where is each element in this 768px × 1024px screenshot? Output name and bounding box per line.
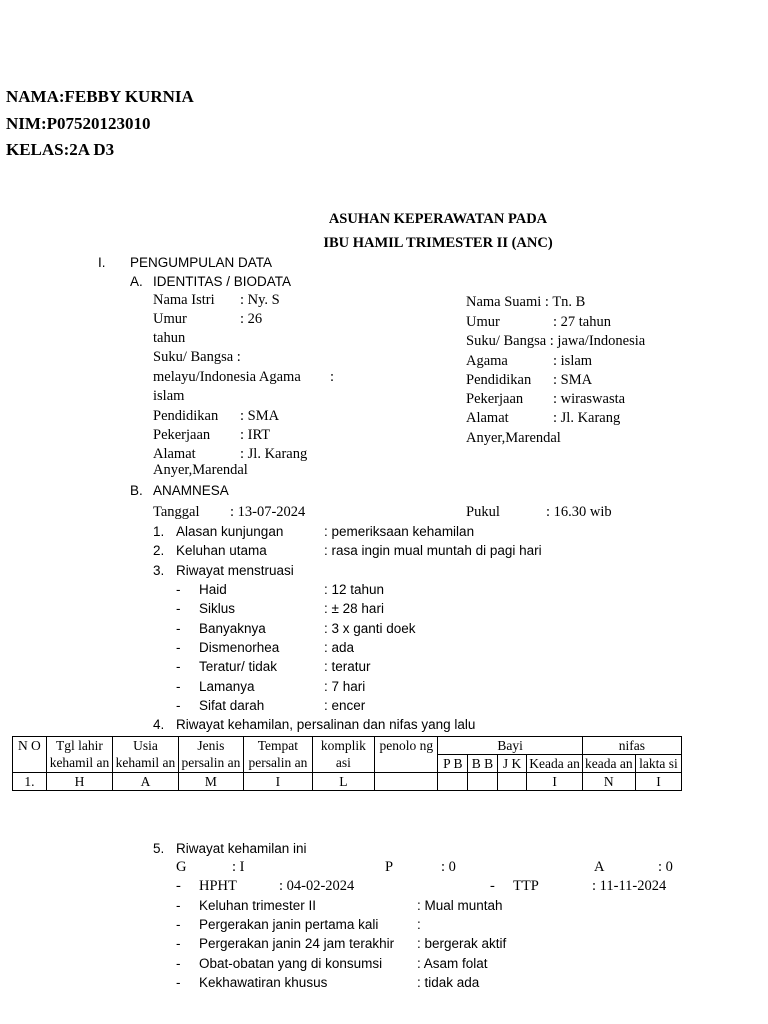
ttp-label: TTP bbox=[513, 878, 539, 894]
suami-job-label: Pekerjaan bbox=[466, 391, 524, 407]
section-title: PENGUMPULAN DATA bbox=[130, 255, 273, 270]
istri-suku-label: Suku/ Bangsa : bbox=[153, 349, 241, 365]
istri-job-label: Pekerjaan bbox=[153, 427, 211, 443]
table-cell: I bbox=[244, 773, 313, 791]
mens-value-haid: : 12 tahun bbox=[324, 582, 385, 597]
item-label-alasan: Alasan kunjungan bbox=[176, 524, 284, 539]
header-pb: P B bbox=[438, 755, 468, 773]
header-nifas: nifas bbox=[582, 737, 681, 755]
header-keadaan-nifas: keada an bbox=[582, 755, 635, 773]
istri-agama-colon: : bbox=[330, 369, 335, 385]
keluhan-trimester-value: : Mual muntah bbox=[417, 898, 503, 913]
dash-bullet: - bbox=[176, 698, 181, 713]
subsection-letter-a: A. bbox=[130, 274, 143, 289]
istri-name-value: : Ny. S bbox=[240, 292, 280, 308]
student-name: NAMA:FEBBY KURNIA bbox=[6, 87, 194, 106]
table-cell: I bbox=[635, 773, 681, 791]
pukul-value: : 16.30 wib bbox=[546, 504, 612, 520]
table-cell bbox=[468, 773, 498, 791]
header-tempat: Tempat persalin an bbox=[244, 737, 313, 773]
gerak-24jam-value: : bergerak aktif bbox=[417, 936, 507, 951]
mens-label-dismenorhea: Dismenorhea bbox=[199, 640, 280, 655]
mens-value-lamanya: : 7 hari bbox=[324, 679, 366, 694]
header-tgl-lahir: Tgl lahir kehamil an bbox=[46, 737, 112, 773]
dash-bullet: - bbox=[176, 621, 181, 636]
document-title-line2: IBU HAMIL TRIMESTER II (ANC) bbox=[323, 235, 553, 251]
istri-address-cont: Anyer,Marendal bbox=[153, 462, 248, 478]
dash-bullet: - bbox=[176, 878, 181, 894]
item-label-keluhan: Keluhan utama bbox=[176, 543, 267, 558]
header-laktasi: lakta si bbox=[635, 755, 681, 773]
dash-bullet: - bbox=[176, 898, 181, 913]
suami-job-value: : wiraswasta bbox=[553, 391, 626, 407]
ttp-value: : 11-11-2024 bbox=[592, 878, 667, 894]
table-cell: I bbox=[527, 773, 582, 791]
kekhawatiran-value: : tidak ada bbox=[417, 975, 480, 990]
dash-bullet: - bbox=[176, 936, 181, 951]
dash-bullet: - bbox=[176, 917, 181, 932]
mens-value-siklus: : ± 28 hari bbox=[324, 601, 384, 616]
istri-age-label: Umur bbox=[153, 311, 187, 327]
subsection-title-anamnesa: ANAMNESA bbox=[153, 483, 229, 498]
item-number: 4. bbox=[153, 717, 165, 732]
istri-age-value: : 26 bbox=[240, 311, 263, 327]
dash-bullet: - bbox=[176, 956, 181, 971]
gerak-pertama-value: : bbox=[417, 917, 421, 932]
dash-bullet: - bbox=[176, 601, 181, 616]
suami-suku: Suku/ Bangsa : jawa/Indonesia bbox=[466, 333, 646, 349]
document-title-line1: ASUHAN KEPERAWATAN PADA bbox=[328, 211, 548, 227]
dash-bullet: - bbox=[176, 975, 181, 990]
header-jk: J K bbox=[497, 755, 527, 773]
item-number: 2. bbox=[153, 543, 165, 558]
hpht-value: : 04-02-2024 bbox=[279, 878, 355, 894]
abortus-value: : 0 bbox=[658, 859, 673, 875]
table-row bbox=[13, 773, 682, 791]
subsection-title-identitas: IDENTITAS / BIODATA bbox=[153, 274, 292, 289]
istri-education-label: Pendidikan bbox=[153, 408, 219, 424]
dash-bullet: - bbox=[176, 679, 181, 694]
para-value: : 0 bbox=[441, 859, 456, 875]
header-jenis: Jenis persalin an bbox=[178, 737, 243, 773]
item-number: 1. bbox=[153, 524, 165, 539]
gerak-24jam-label: Pergerakan janin 24 jam terakhir bbox=[199, 936, 395, 951]
suami-age-value: : 27 tahun bbox=[553, 314, 611, 330]
mens-label-lamanya: Lamanya bbox=[199, 679, 255, 694]
item-value-keluhan: : rasa ingin mual muntah di pagi hari bbox=[324, 543, 542, 558]
table-cell bbox=[375, 773, 438, 791]
item-number: 5. bbox=[153, 841, 165, 856]
header-bayi: Bayi bbox=[438, 737, 582, 755]
suami-address-label: Alamat bbox=[466, 410, 509, 426]
student-nim: NIM:P07520123010 bbox=[6, 114, 151, 133]
suami-agama-value: : islam bbox=[553, 353, 593, 369]
suami-education-value: : SMA bbox=[553, 372, 593, 388]
mens-value-dismenorhea: : ada bbox=[324, 640, 355, 655]
mens-label-siklus: Siklus bbox=[199, 601, 236, 616]
table-cell bbox=[438, 773, 468, 791]
header-usia: Usia kehamil an bbox=[113, 737, 178, 773]
istri-name-label: Nama Istri bbox=[153, 292, 215, 308]
table-header-row bbox=[13, 737, 682, 755]
section-number: I. bbox=[98, 255, 106, 270]
istri-address-value: : Jl. Karang bbox=[240, 446, 308, 462]
mens-label-banyaknya: Banyaknya bbox=[199, 621, 266, 636]
table-cell bbox=[497, 773, 527, 791]
subsection-letter-b: B. bbox=[130, 483, 143, 498]
mens-value-teratur: : teratur bbox=[324, 659, 371, 674]
keluhan-trimester-label: Keluhan trimester II bbox=[199, 898, 317, 913]
istri-education-value: : SMA bbox=[240, 408, 280, 424]
suami-education-label: Pendidikan bbox=[466, 372, 532, 388]
mens-value-banyaknya: : 3 x ganti doek bbox=[324, 621, 416, 636]
dash-bullet: - bbox=[176, 640, 181, 655]
gerak-pertama-label: Pergerakan janin pertama kali bbox=[199, 917, 379, 932]
header-komplikasi: komplik asi bbox=[312, 737, 374, 773]
suami-address-value: : Jl. Karang bbox=[553, 410, 621, 426]
suami-agama-label: Agama bbox=[466, 353, 508, 369]
istri-age-unit: tahun bbox=[153, 330, 186, 346]
istri-agama-value: islam bbox=[153, 388, 185, 404]
suami-name: Nama Suami : Tn. B bbox=[466, 294, 586, 310]
table-cell: L bbox=[312, 773, 374, 791]
istri-address-label: Alamat bbox=[153, 446, 196, 462]
table-cell: N bbox=[582, 773, 635, 791]
mens-label-teratur: Teratur/ tidak bbox=[199, 659, 278, 674]
mens-value-sifat: : encer bbox=[324, 698, 366, 713]
gravida-value: : I bbox=[232, 859, 245, 875]
kekhawatiran-label: Kekhawatiran khusus bbox=[199, 975, 328, 990]
obat-value: : Asam folat bbox=[417, 956, 488, 971]
pregnancy-history-table bbox=[12, 736, 682, 791]
dash-bullet: - bbox=[176, 582, 181, 597]
header-no: N O bbox=[13, 737, 47, 773]
table-cell: A bbox=[113, 773, 178, 791]
gravida-label: G bbox=[176, 859, 187, 875]
item-label-menstruasi: Riwayat menstruasi bbox=[176, 563, 294, 578]
header-bb: B B bbox=[468, 755, 498, 773]
student-class: KELAS:2A D3 bbox=[6, 140, 115, 159]
item-value-alasan: : pemeriksaan kehamilan bbox=[324, 524, 475, 539]
para-label: P bbox=[385, 859, 394, 875]
item-label-kehamilan-ini: Riwayat kehamilan ini bbox=[176, 841, 307, 856]
table-cell: H bbox=[46, 773, 112, 791]
pukul-label: Pukul bbox=[466, 504, 500, 520]
dash-bullet: - bbox=[176, 659, 181, 674]
mens-label-sifat: Sifat darah bbox=[199, 698, 265, 713]
mens-label-haid: Haid bbox=[199, 582, 227, 597]
item-label-riwayat-lalu: Riwayat kehamilan, persalinan dan nifas yang lalu bbox=[176, 717, 476, 732]
tanggal-value: : 13-07-2024 bbox=[230, 504, 306, 520]
hpht-label: HPHT bbox=[199, 878, 237, 894]
dash-bullet: - bbox=[490, 878, 495, 894]
suami-address-cont: Anyer,Marendal bbox=[466, 430, 561, 446]
istri-job-value: : IRT bbox=[240, 427, 271, 443]
suami-age-label: Umur bbox=[466, 314, 500, 330]
tanggal-label: Tanggal bbox=[153, 504, 200, 520]
obat-label: Obat-obatan yang di konsumsi bbox=[199, 956, 383, 971]
header-penolong: penolo ng bbox=[375, 737, 438, 773]
item-number: 3. bbox=[153, 563, 165, 578]
abortus-label: A bbox=[594, 859, 605, 875]
istri-suku-value: melayu/Indonesia Agama bbox=[153, 369, 301, 385]
table-cell: M bbox=[178, 773, 243, 791]
header-keadaan-bayi: Keada an bbox=[527, 755, 582, 773]
table-cell: 1. bbox=[13, 773, 47, 791]
